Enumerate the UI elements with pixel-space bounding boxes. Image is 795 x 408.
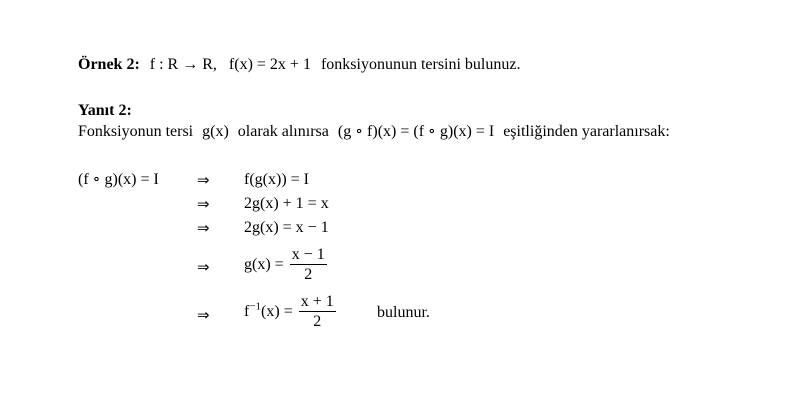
step5-lhs: (x) = (261, 303, 293, 320)
derivation-step-1: f(g(x)) = I (244, 171, 309, 188)
implies-arrow-3: ⇒ (197, 219, 210, 237)
answer-intro-part2: olarak alınırsa (237, 123, 329, 140)
step4-numerator: x − 1 (291, 246, 325, 263)
derivation-step-5 (244, 292, 336, 332)
answer-intro-part1: Fonksiyonun tersi (78, 123, 194, 140)
step4-denominator: 2 (304, 266, 313, 283)
step5-fraction (299, 292, 336, 332)
example-function: f(x) = 2x + 1 (228, 56, 311, 73)
step5-inverse-exponent: −1 (249, 300, 262, 313)
implies-arrow-2: ⇒ (197, 195, 210, 213)
example-text: fonksiyonunun tersini bulunuz. (320, 56, 521, 73)
derivation-start: (f ∘ g)(x) = I (78, 171, 159, 188)
derivation-conclusion: bulunur. (377, 304, 430, 321)
derivation-step-4 (244, 245, 327, 285)
answer-label: Yanıt 2: (78, 102, 132, 119)
answer-intro (78, 122, 670, 142)
step4-lhs: g(x) = (244, 256, 284, 273)
derivation-step-2: 2g(x) + 1 = x (244, 195, 329, 212)
step5-numerator: x + 1 (300, 293, 334, 310)
example-line (78, 55, 520, 75)
example-map: f : R → R, (149, 56, 217, 73)
step4-fraction (290, 245, 327, 285)
example-label: Örnek 2: (78, 56, 140, 73)
step5-denominator: 2 (313, 313, 322, 330)
answer-intro-part3: eşitliğinden yararlanırsak: (503, 123, 670, 140)
implies-arrow-1: ⇒ (197, 171, 210, 189)
answer-intro-g: g(x) (202, 123, 229, 140)
implies-arrow-4: ⇒ (197, 258, 210, 276)
derivation-step-3: 2g(x) = x − 1 (244, 219, 329, 236)
answer-intro-equation: (g ∘ f)(x) = (f ∘ g)(x) = I (337, 123, 495, 140)
implies-arrow-5: ⇒ (197, 306, 210, 324)
step5-f: f (244, 303, 250, 320)
